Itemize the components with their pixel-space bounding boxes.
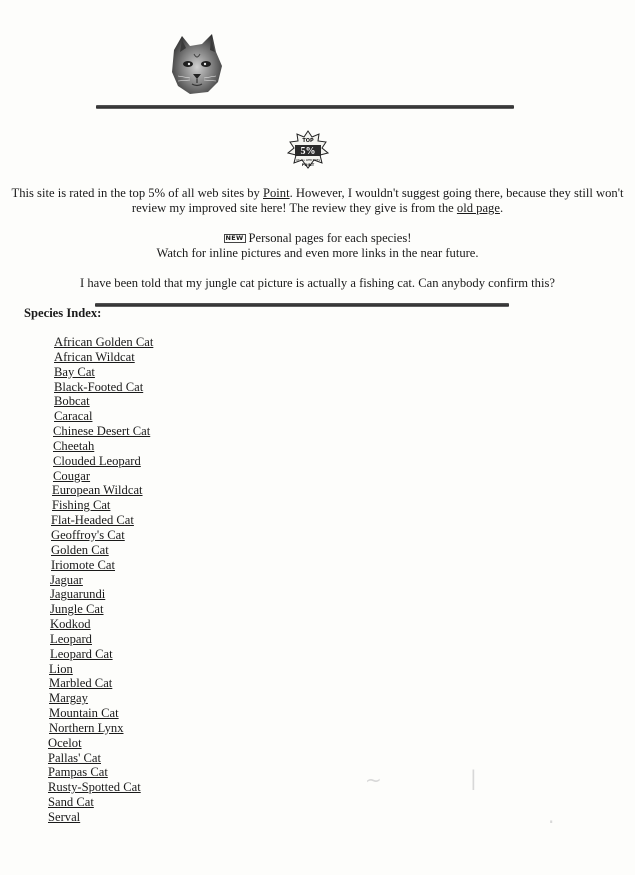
species-link[interactable]: Pampas Cat [48, 765, 108, 780]
species-link[interactable]: Fishing Cat [52, 498, 111, 513]
species-link[interactable]: Caracal [54, 409, 93, 424]
species-link[interactable]: Geoffroy's Cat [51, 527, 125, 542]
species-index-list [48, 335, 153, 825]
top-5-percent-point-award-icon[interactable] [287, 130, 329, 170]
species-link[interactable]: Ocelot [48, 735, 82, 750]
species-link[interactable]: Jaguar [50, 572, 83, 587]
species-list-item [48, 676, 153, 691]
species-link[interactable]: Iriomote Cat [51, 557, 116, 572]
species-list-item [48, 602, 153, 617]
species-list-item [48, 706, 153, 721]
species-link[interactable]: Marbled Cat [49, 676, 113, 691]
species-list-item [48, 721, 153, 736]
species-link[interactable]: European Wildcat [52, 483, 143, 498]
species-list-item [48, 617, 153, 632]
species-link[interactable]: Serval [48, 810, 81, 824]
new-tag-icon: NEW [225, 234, 244, 242]
species-list-item [48, 394, 153, 409]
species-list-item [48, 810, 153, 825]
species-list-item [48, 587, 153, 602]
jungle-cat-notice: I have been told that my jungle cat picture is actually a fishing cat. Can anybody confirm this? [80, 276, 555, 290]
species-list-item [48, 513, 153, 528]
species-link[interactable]: Bobcat [54, 394, 90, 409]
species-link[interactable]: Jaguarundi [50, 587, 106, 602]
rating-text-middle: . However, I wouldn't suggest going there, because they still won't review my improved site here! The review they give is from the [131, 186, 624, 215]
species-link[interactable]: Flat-Headed Cat [51, 513, 134, 528]
species-link[interactable]: Cheetah [53, 438, 95, 453]
old-page-link[interactable]: old page [456, 201, 500, 215]
pencil-mark: · [548, 810, 555, 834]
rating-text-before: This site is rated in the top 5% of all web sites by [11, 186, 263, 200]
horizontal-rule [96, 105, 514, 109]
news-line-2: Watch for inline pictures and even more links in the near future. [156, 246, 479, 260]
species-list-item [48, 335, 153, 350]
pencil-mark: | [470, 766, 477, 790]
badge-percent-text: 5% [300, 146, 316, 157]
badge-brand-text: POINT [301, 163, 315, 167]
species-list-item [48, 498, 153, 513]
species-link[interactable]: African Wildcat [54, 349, 135, 364]
species-list-item [48, 691, 153, 706]
species-link[interactable]: Kodkod [50, 617, 91, 632]
species-list-item [48, 662, 153, 677]
species-list-item [48, 439, 153, 454]
horizontal-rule [95, 303, 509, 307]
species-list-item [48, 795, 153, 810]
badge-top-text: TOP [302, 138, 314, 144]
species-link[interactable]: Black-Footed Cat [54, 379, 144, 394]
species-link[interactable]: Northern Lynx [49, 720, 124, 735]
news-paragraph [0, 231, 635, 261]
species-link[interactable]: Cougar [53, 468, 91, 483]
rating-paragraph [0, 186, 635, 216]
point-link[interactable]: Point [263, 186, 290, 200]
species-link[interactable]: Jungle Cat [50, 602, 104, 617]
species-link[interactable]: Pallas' Cat [48, 750, 101, 765]
badge-site-text: OF ALL WEB SITES [296, 159, 320, 162]
species-link[interactable]: Leopard [50, 631, 92, 646]
species-list-item [48, 409, 153, 424]
species-link[interactable]: Rusty-Spotted Cat [48, 780, 141, 795]
species-list-item [48, 751, 153, 766]
species-link[interactable]: Bay Cat [54, 364, 95, 379]
species-link[interactable]: Sand Cat [48, 795, 94, 810]
species-list-item [48, 424, 153, 439]
species-link[interactable]: Leopard Cat [50, 646, 113, 661]
species-list-item [48, 365, 153, 380]
species-link[interactable]: Golden Cat [51, 542, 109, 557]
species-list-item [48, 528, 153, 543]
species-link[interactable]: Mountain Cat [49, 706, 119, 721]
news-line-1: Personal pages for each species! [248, 231, 412, 245]
species-list-item [48, 483, 153, 498]
species-index-heading: Species Index: [24, 306, 102, 320]
species-link[interactable]: Chinese Desert Cat [53, 424, 151, 439]
species-list-item [48, 736, 153, 751]
species-list-item [48, 765, 153, 780]
species-list-item [48, 647, 153, 662]
species-link[interactable]: Lion [49, 661, 73, 676]
species-list-item [48, 350, 153, 365]
cat-head-icon [168, 32, 224, 96]
species-list-item [48, 380, 153, 395]
species-list-item [48, 454, 153, 469]
pencil-mark: ~ [365, 768, 382, 792]
species-list-item [48, 573, 153, 588]
species-list-item [48, 632, 153, 647]
rating-text-after: . [499, 201, 504, 215]
species-link[interactable]: African Golden Cat [54, 335, 154, 349]
species-list-item [48, 543, 153, 558]
species-link[interactable]: Margay [49, 691, 88, 706]
species-list-item [48, 469, 153, 484]
species-link[interactable]: Clouded Leopard [53, 453, 141, 468]
species-list-item [48, 558, 153, 573]
species-list-item [48, 780, 153, 795]
